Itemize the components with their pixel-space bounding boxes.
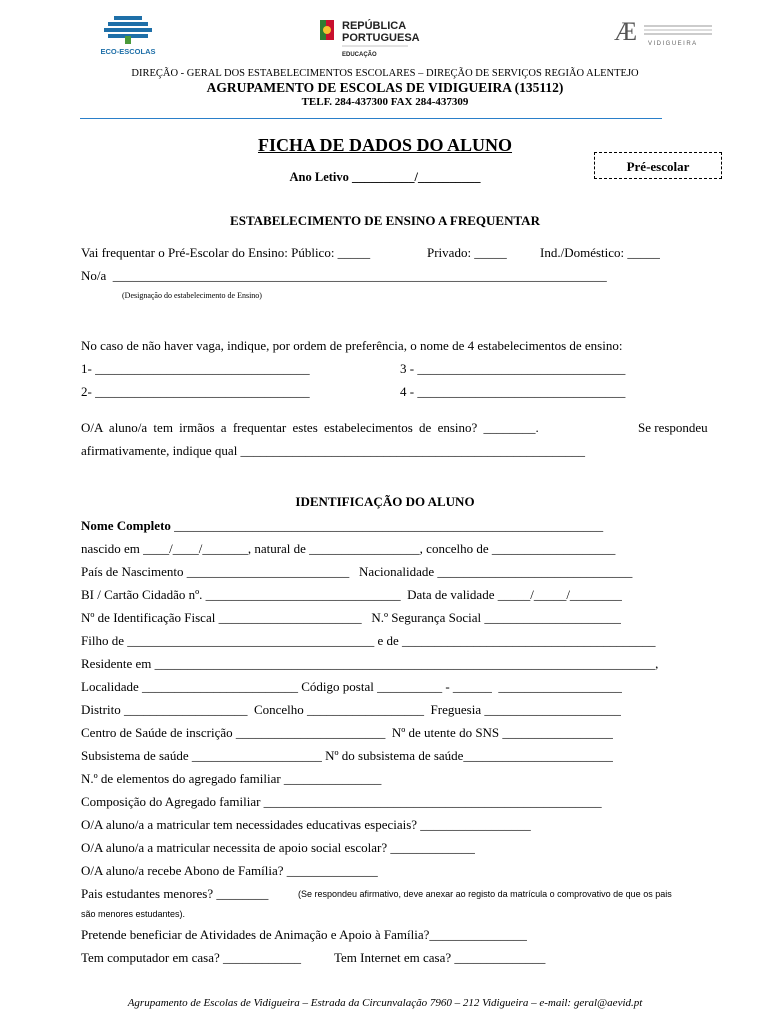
ase-field[interactable]: O/A aluno/a a matricular necessita de apoio social escolar? _____________ <box>81 840 475 855</box>
pre-escolar-box: Pré-escolar <box>594 152 722 179</box>
distrito-field[interactable]: Distrito ___________________ Concelho __________________ Freguesia _____________________ <box>81 702 621 717</box>
pais-nascimento-field[interactable]: País de Nascimento _________________________ Nacionalidade ______________________________ <box>81 564 633 579</box>
svg-text:Æ: Æ <box>614 17 638 46</box>
residencia-field[interactable]: Residente em _____________________________________________________________________________, <box>81 656 659 671</box>
header-line1: DIREÇÃO - GERAL DOS ESTABELECIMENTOS ESCOLARES – DIREÇÃO DE SERVIÇOS REGIÃO ALENTEJO <box>131 68 639 79</box>
republica-line1: REPÚBLICA <box>342 20 407 32</box>
noa-field[interactable]: No/a ____________________________________________________________________________ <box>81 268 607 283</box>
preference-2-field[interactable]: 2- _________________________________ <box>81 384 310 399</box>
pais-estudantes-field[interactable]: Pais estudantes menores? ________ <box>81 886 269 901</box>
nif-field[interactable]: Nº de Identificação Fiscal ______________________ N.º Segurança Social _____________________ <box>81 610 621 625</box>
header-rule <box>80 118 662 119</box>
page-title: FICHA DE DADOS DO ALUNO <box>257 135 513 155</box>
centro-saude-field[interactable]: Centro de Saúde de inscrição _______________________ Nº de utente do SNS _________________ <box>81 725 613 740</box>
ano-letivo-field[interactable]: Ano Letivo __________/__________ <box>289 170 481 184</box>
republica-line3: EDUCAÇÃO <box>342 52 377 58</box>
designacao-note: (Designação do estabelecimento de Ensino) <box>122 291 262 300</box>
section-heading-estabelecimento: ESTABELECIMENTO DE ENSINO A FREQUENTAR <box>230 213 540 228</box>
preference-3-field[interactable]: 3 - ________________________________ <box>400 361 626 376</box>
cartao-cidadao-field[interactable]: BI / Cartão Cidadão nº. ______________________________ Data de validade _____/_____/________ <box>81 587 622 602</box>
ae-text: VIDIGUEIRA <box>648 41 698 47</box>
ae-vidigueira-logo <box>612 16 716 50</box>
nome-completo-label: Nome Completo <box>81 518 171 533</box>
irmaos-question[interactable]: O/A aluno/a tem irmãos a frequentar estes estabelecimentos de ensino? ________. <box>81 420 539 435</box>
localidade-field[interactable]: Localidade ________________________ Código postal __________ - ______ ___________________ <box>81 679 622 694</box>
preference-1-field[interactable]: 1- _________________________________ <box>81 361 310 376</box>
eco-escolas-text: ECO-ESCOLAS <box>100 47 156 56</box>
republica-portuguesa-logo <box>318 16 448 62</box>
header-phone-fax: TELF. 284-437300 FAX 284-437309 <box>301 96 469 108</box>
nome-completo-field[interactable] <box>81 518 603 534</box>
pais-estudantes-note-cont: são menores estudantes). <box>81 909 186 919</box>
eco-escolas-logo <box>92 14 164 56</box>
nascimento-field[interactable]: nascido em ____/____/_______, natural de _________________, concelho de ___________________ <box>81 541 616 556</box>
privado-field[interactable]: Privado: _____ <box>427 245 507 260</box>
nee-field[interactable]: O/A aluno/a a matricular tem necessidades educativas especiais? _________________ <box>81 817 531 832</box>
preference-4-field[interactable]: 4 - ________________________________ <box>400 384 626 399</box>
republica-line2: PORTUGUESA <box>342 32 420 44</box>
computador-field[interactable]: Tem computador em casa? ____________ <box>81 950 302 965</box>
agregado-elementos-field[interactable]: N.º de elementos do agregado familiar _______________ <box>81 771 382 786</box>
aaaf-field[interactable]: Pretende beneficiar de Atividades de Animação e Apoio à Família?_______________ <box>81 927 527 942</box>
filiacao-field[interactable]: Filho de ______________________________________ e de _______________________________________ <box>81 633 656 648</box>
vaga-instruction: No caso de não haver vaga, indique, por ordem de preferência, o nome de 4 estabelecimentos de ensino: <box>81 338 623 353</box>
irmaos-question-cont: Se respondeu <box>638 420 708 435</box>
pais-estudantes-note: (Se respondeu afirmativo, deve anexar ao registo da matrícula o comprovativo de que os pais <box>298 889 672 899</box>
footer-address: Agrupamento de Escolas de Vidigueira – Estrada da Circunvalação 7960 – 212 Vidigueira – e-mail: geral@aevid.pt <box>127 997 643 1009</box>
abono-field[interactable]: O/A aluno/a recebe Abono de Família? ______________ <box>81 863 378 878</box>
subsistema-saude-field[interactable]: Subsistema de saúde ____________________ Nº do subsistema de saúde_______________________ <box>81 748 613 763</box>
publico-field[interactable]: Vai frequentar o Pré-Escolar do Ensino: Público: _____ <box>81 245 371 260</box>
internet-field[interactable]: Tem Internet em casa? ______________ <box>334 950 546 965</box>
nome-completo-line: __________________________________________________________________ <box>170 518 604 533</box>
domestico-field[interactable]: Ind./Doméstico: _____ <box>540 245 660 260</box>
section-heading-identificacao: IDENTIFICAÇÃO DO ALUNO <box>295 494 475 509</box>
header-school-name: AGRUPAMENTO DE ESCOLAS DE VIDIGUEIRA (135112) <box>206 80 564 95</box>
agregado-composicao-field[interactable]: Composição do Agregado familiar ____________________________________________________ <box>81 794 602 809</box>
irmaos-indique-field[interactable]: afirmativamente, indique qual _____________________________________________________ <box>81 443 586 458</box>
